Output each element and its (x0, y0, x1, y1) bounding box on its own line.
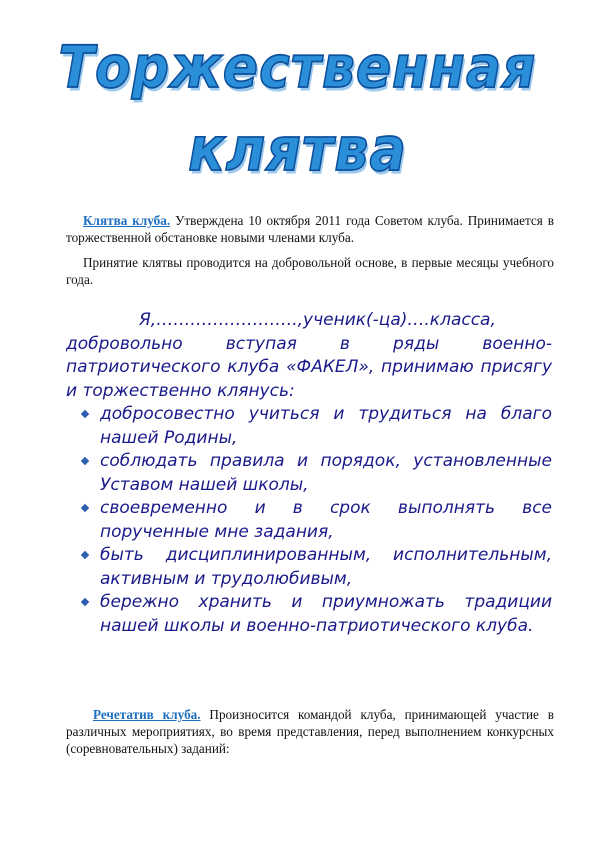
recitative-section-label: Речетатив клуба. (93, 707, 201, 722)
oath-item (66, 450, 552, 497)
intro-paragraph (66, 212, 554, 246)
oath-item (66, 497, 552, 544)
oath-item-text: быть дисциплинированным, исполнительным, активным и трудолюбивым, (100, 545, 552, 589)
oath-item-text: добросовестно учиться и трудиться на благо нашей Родины, (100, 404, 552, 448)
oath-item-text: соблюдать правила и порядок, установленные Уставом нашей школы, (100, 451, 552, 495)
oath-list (66, 403, 552, 638)
intro-text: Утверждена 10 октября 2011 года Советом клуба. Принимается в торжественной обстановке новыми членами клуба. (66, 213, 554, 245)
document-title-line2: клятва (188, 114, 407, 185)
recitative-text: Произносится командой клуба, принимающей участие в различных мероприятиях, во время представления, перед выполнением конкурсных (соревновательных) заданий: (66, 707, 554, 756)
diamond-bullet-icon (81, 598, 89, 606)
recitative-paragraph (66, 706, 554, 757)
oath-item (66, 544, 552, 591)
oath-intro: Я,…………………….,ученик(-ца)….класса, добровольно вступая в ряды военно-патриотического клуба «ФАКЕЛ», принимаю присягу и торжественно клянусь: (66, 310, 552, 401)
document-title-line1: Торжественная (58, 34, 537, 102)
diamond-bullet-icon (81, 457, 89, 465)
oath-section-label: Клятва клуба. (83, 213, 171, 228)
oath-block (66, 309, 552, 638)
intro-paragraph-2: Принятие клятвы проводится на добровольной основе, в первые месяцы учебного года. (66, 255, 554, 287)
diamond-bullet-icon (81, 551, 89, 559)
oath-item (66, 591, 552, 638)
oath-item-text: своевременно и в срок выполнять все порученные мне задания, (100, 498, 552, 542)
diamond-bullet-icon (81, 410, 89, 418)
diamond-bullet-icon (81, 504, 89, 512)
oath-item-text: бережно хранить и приумножать традиции нашей школы и военно-патриотического клуба. (100, 592, 552, 636)
oath-item (66, 403, 552, 450)
